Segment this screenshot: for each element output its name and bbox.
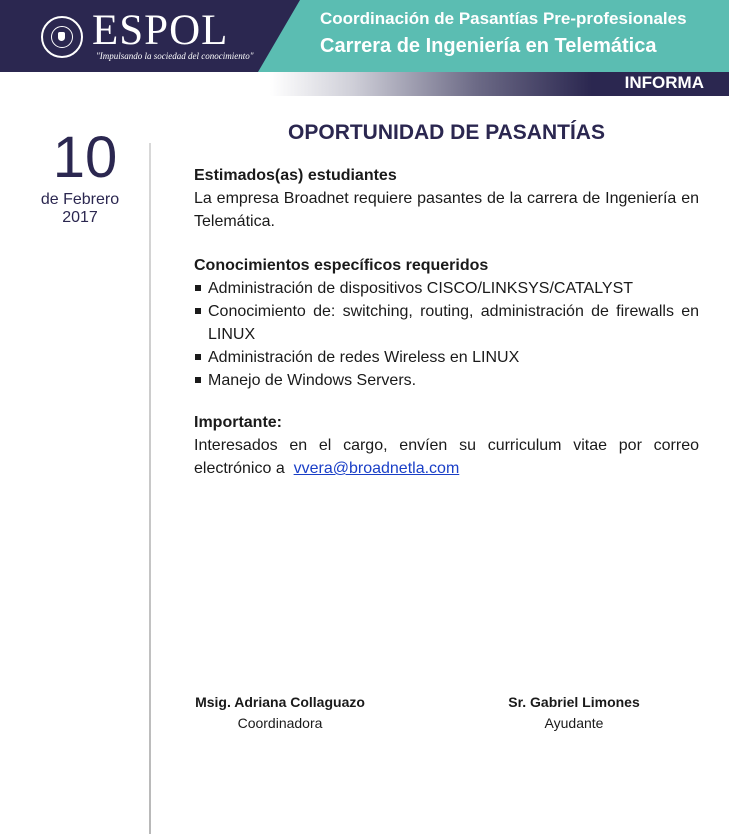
espol-seal-icon: [41, 16, 83, 58]
important-text: Interesados en el cargo, envíen su curriculum vitae por correo electrónico a: [194, 437, 699, 477]
header-title-line2: Carrera de Ingeniería en Telemática: [320, 35, 657, 57]
informa-band: [270, 72, 729, 96]
date-month: de Febrero: [40, 191, 120, 208]
email-link[interactable]: vvera@broadnetla.com: [293, 460, 460, 477]
document-title: OPORTUNIDAD DE PASANTÍAS: [288, 121, 605, 144]
header-brand-panel: [0, 0, 300, 72]
requirements-heading: Conocimientos específicos requeridos: [194, 257, 489, 274]
logo-tagline: "Impulsando la sociedad del conocimiento": [96, 51, 254, 61]
date-year: 2017: [62, 209, 98, 226]
intro-paragraph: La empresa Broadnet requiere pasantes de la carrera de Ingeniería en Telemática.: [194, 190, 699, 230]
list-item: Manejo de Windows Servers.: [194, 369, 699, 392]
list-item: Administración de dispositivos CISCO/LINKSYS/CATALYST: [194, 277, 699, 300]
signature-role-coordinator: Coordinadora: [237, 715, 323, 731]
signature-name-coordinator: Msig. Adriana Collaguazo: [195, 694, 365, 710]
greeting: Estimados(as) estudiantes: [194, 167, 397, 184]
header-title-line1: Coordinación de Pasantías Pre-profesionales: [320, 9, 687, 28]
requirements-list: [194, 277, 699, 392]
important-paragraph: [194, 434, 699, 480]
signature-role-assistant: Ayudante: [544, 715, 604, 731]
list-item: Conocimiento de: switching, routing, administración de firewalls en LINUX: [194, 300, 699, 346]
signature-name-assistant: Sr. Gabriel Limones: [508, 694, 640, 710]
header-banner: [0, 0, 729, 72]
list-item: Administración de redes Wireless en LINUX: [194, 346, 699, 369]
logo-text: ESPOL: [92, 7, 229, 54]
vertical-divider: [149, 143, 151, 834]
date-day: 10: [52, 125, 118, 190]
informa-label: INFORMA: [624, 73, 704, 92]
important-heading: Importante:: [194, 414, 282, 431]
